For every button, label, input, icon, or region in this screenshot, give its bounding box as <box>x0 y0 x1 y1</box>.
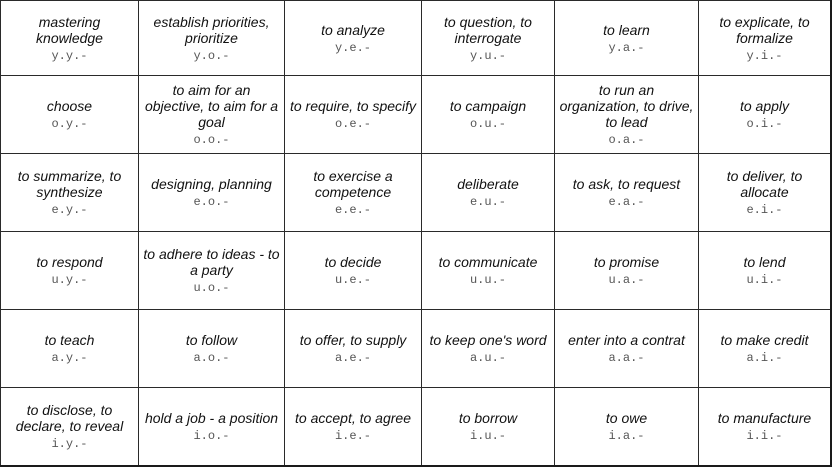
grid-cell <box>139 232 285 310</box>
cell-code: u.y.- <box>51 273 88 288</box>
cell-code: a.a.- <box>608 351 645 366</box>
cell-code: e.o.- <box>193 195 230 210</box>
cell-code: y.i.- <box>746 48 783 63</box>
cell-meaning: to analyze <box>321 21 385 38</box>
cell-meaning: to borrow <box>458 410 518 427</box>
cell-code: o.u.- <box>469 117 506 132</box>
grid-cell <box>422 154 555 232</box>
grid-cell <box>1 310 139 388</box>
cell-meaning: to summarize, to synthesize <box>17 168 122 201</box>
grid-cell <box>555 1 699 76</box>
grid-cell <box>555 232 699 310</box>
cell-code: e.u.- <box>469 195 506 210</box>
cell-code: o.e.- <box>334 117 371 132</box>
cell-code: i.y.- <box>51 437 88 452</box>
cell-code: a.u.- <box>469 351 506 366</box>
cell-meaning: to learn <box>603 21 650 38</box>
grid-row <box>1 310 832 388</box>
cell-meaning: to manufacture <box>717 410 812 427</box>
cell-meaning: to respond <box>36 254 103 271</box>
grid-cell <box>139 310 285 388</box>
cell-meaning: to offer, to supply <box>299 332 407 349</box>
grid-row <box>1 1 832 76</box>
grid-cell <box>555 310 699 388</box>
grid-cell <box>1 232 139 310</box>
grid-cell <box>285 1 422 76</box>
grid-cell <box>285 232 422 310</box>
grid-cell <box>555 388 699 466</box>
grid-cell <box>139 76 285 154</box>
grid-row <box>1 154 832 232</box>
grid-cell <box>285 310 422 388</box>
grid-row <box>1 76 832 154</box>
cell-code: i.a.- <box>608 429 645 444</box>
cell-code: u.u.- <box>469 273 506 288</box>
grid-cell <box>1 388 139 466</box>
cell-meaning: to make credit <box>720 332 809 349</box>
cell-meaning: mastering knowledge <box>36 13 103 46</box>
cell-meaning: to deliver, to allocate <box>726 168 803 201</box>
cell-meaning: to keep one's word <box>429 332 547 349</box>
grid-cell <box>285 154 422 232</box>
grid-row <box>1 232 832 310</box>
cell-code: y.a.- <box>608 40 645 55</box>
grid-cell <box>555 154 699 232</box>
cell-code: y.u.- <box>469 48 506 63</box>
cell-meaning: to communicate <box>438 254 538 271</box>
grid-cell <box>699 310 832 388</box>
cell-code: e.y.- <box>51 203 88 218</box>
grid-cell <box>699 154 832 232</box>
grid-cell <box>422 76 555 154</box>
cell-code: o.o.- <box>193 133 230 148</box>
cell-code: o.y.- <box>51 117 88 132</box>
cell-code: a.y.- <box>51 351 88 366</box>
cell-meaning: hold a job - a position <box>144 410 279 427</box>
grid-cell <box>1 154 139 232</box>
cell-code: i.u.- <box>469 429 506 444</box>
grid-cell <box>1 76 139 154</box>
cell-meaning: establish priorities, prioritize <box>153 13 270 46</box>
cell-code: a.e.- <box>334 351 371 366</box>
cell-meaning: to decide <box>324 254 382 271</box>
cell-meaning: to question, to interrogate <box>444 13 532 46</box>
cell-meaning: to lend <box>743 254 786 271</box>
cell-code: u.a.- <box>608 273 645 288</box>
cell-code: u.i.- <box>746 273 783 288</box>
cell-meaning: to teach <box>44 332 95 349</box>
cell-meaning: designing, planning <box>151 176 272 193</box>
cell-meaning: to disclose, to declare, to reveal <box>15 402 124 435</box>
cell-code: u.o.- <box>193 281 230 296</box>
cell-code: i.e.- <box>334 429 371 444</box>
cell-meaning: to explicate, to formalize <box>719 13 810 46</box>
cell-code: a.i.- <box>746 351 783 366</box>
cell-meaning: deliberate <box>457 176 519 193</box>
grid-cell <box>139 154 285 232</box>
grid-cell <box>422 388 555 466</box>
grid-cell <box>422 1 555 76</box>
cell-meaning: to ask, to request <box>572 176 681 193</box>
cell-code: e.a.- <box>608 195 645 210</box>
cell-meaning: to owe <box>605 410 648 427</box>
cell-code: u.e.- <box>334 273 371 288</box>
grid-cell <box>555 76 699 154</box>
cell-meaning: choose <box>46 98 93 115</box>
grid-cell <box>422 232 555 310</box>
cell-meaning: to aim for an objective, to aim for a goal <box>144 82 279 131</box>
grid-cell <box>422 310 555 388</box>
grid-cell <box>139 1 285 76</box>
cell-code: i.i.- <box>746 429 783 444</box>
grid-cell <box>699 1 832 76</box>
grid-cell <box>1 1 139 76</box>
cell-meaning: to run an organization, to drive, to lead <box>559 82 694 131</box>
grid-cell <box>699 388 832 466</box>
cell-code: o.i.- <box>746 117 783 132</box>
cell-code: o.a.- <box>608 133 645 148</box>
grid-cell <box>699 232 832 310</box>
cell-meaning: to apply <box>739 98 790 115</box>
cell-code: y.e.- <box>334 40 371 55</box>
cell-meaning: to follow <box>185 332 238 349</box>
cell-meaning: to accept, to agree <box>295 410 411 427</box>
cell-code: e.i.- <box>746 203 783 218</box>
grid-cell <box>285 388 422 466</box>
cell-meaning: to promise <box>593 254 660 271</box>
cell-meaning: to exercise a competence <box>313 168 393 201</box>
cell-code: y.y.- <box>51 48 88 63</box>
cell-meaning: to campaign <box>449 98 527 115</box>
cell-code: i.o.- <box>193 429 230 444</box>
cell-code: a.o.- <box>193 351 230 366</box>
grid-row <box>1 388 832 466</box>
grid-cell <box>699 76 832 154</box>
cell-meaning: to adhere to ideas - to a party <box>143 246 280 279</box>
cell-meaning: to require, to specify <box>289 98 417 115</box>
cell-meaning: enter into a contrat <box>568 332 685 349</box>
grid-cell <box>285 76 422 154</box>
grid-cell <box>139 388 285 466</box>
cell-code: e.e.- <box>334 203 371 218</box>
cell-code: y.o.- <box>193 48 230 63</box>
